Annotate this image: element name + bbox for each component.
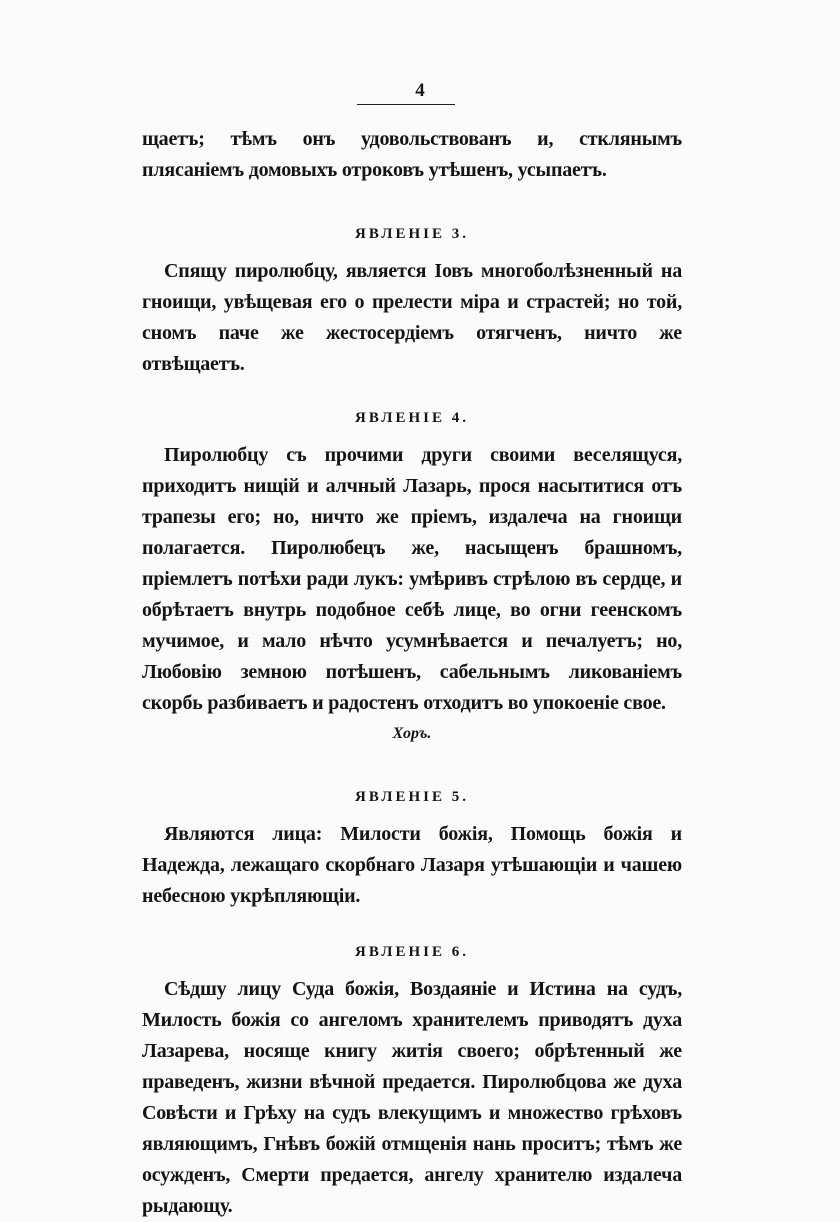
page-number-rule [357, 104, 455, 105]
paragraph-scene-6: Сѣдшу лицу Суда божія, Воздаяніе и Истина на судъ, Милость божія со ангеломъ хранителемъ приводятъ духа Лазарева, носяще книгу житія своего; обрѣтенный же праведенъ, жизни вѣчной предается. Пиролюбцова же духа Совѣсти и Грѣху на судъ влекущимъ и множество грѣховъ являющимъ, Гнѣвъ божій отмщенія нань проситъ; тѣмъ же осужденъ, Смерти предается, ангелу хранителю издалеча рыдающу. [142, 978, 682, 1217]
paragraph-continuation: щаетъ; тѣмъ онъ удовольствованъ и, стклянымъ плясаніемъ домовыхъ отроковъ утѣшенъ, усыпаетъ. [142, 128, 682, 181]
page-number: 4 [415, 80, 425, 101]
scene-heading-5: ЯВЛЕНІЕ 5. [355, 789, 469, 805]
scene-heading-3: ЯВЛЕНІЕ 3. [355, 226, 469, 242]
body-text [142, 124, 682, 1222]
paragraph-scene-4: Пиролюбцу съ прочими други своими веселящуся, приходитъ нищій и алчный Лазарь, прося насытитися отъ трапезы его; но, ничто же пріемъ, издалеча на гноищи полагается. Пиролюбецъ же, насыщенъ брашномъ, пріемлетъ потѣхи ради лукъ: умѣривъ стрѣлою въ сердце, и обрѣтаетъ внутрь подобное себѣ лице, во огни геенскомъ мучимое, и мало нѣчто усумнѣвается и печалуетъ; но, Любовію земною потѣшенъ, сабельнымъ ликованіемъ скорбь разбиваетъ и радостенъ отходитъ во упокоеніе свое. [142, 444, 682, 714]
scene-heading-6: ЯВЛЕНІЕ 6. [355, 944, 469, 960]
scene-heading-4: ЯВЛЕНІЕ 4. [355, 410, 469, 426]
paragraph-scene-3: Спящу пиролюбцу, является Іовъ многоболѣзненный на гноищи, увѣщевая его о прелести міра и страстей; но той, сномъ паче же жестосердіемъ отягченъ, ничто же отвѣщаетъ. [142, 260, 682, 375]
paragraph-scene-5: Являются лица: Милости божія, Помощь божія и Надежда, лежащаго скорбнаго Лазаря утѣшающіи и чашею небесною укрѣпляющіи. [142, 823, 682, 907]
chorus-label: Хоръ. [392, 725, 432, 742]
